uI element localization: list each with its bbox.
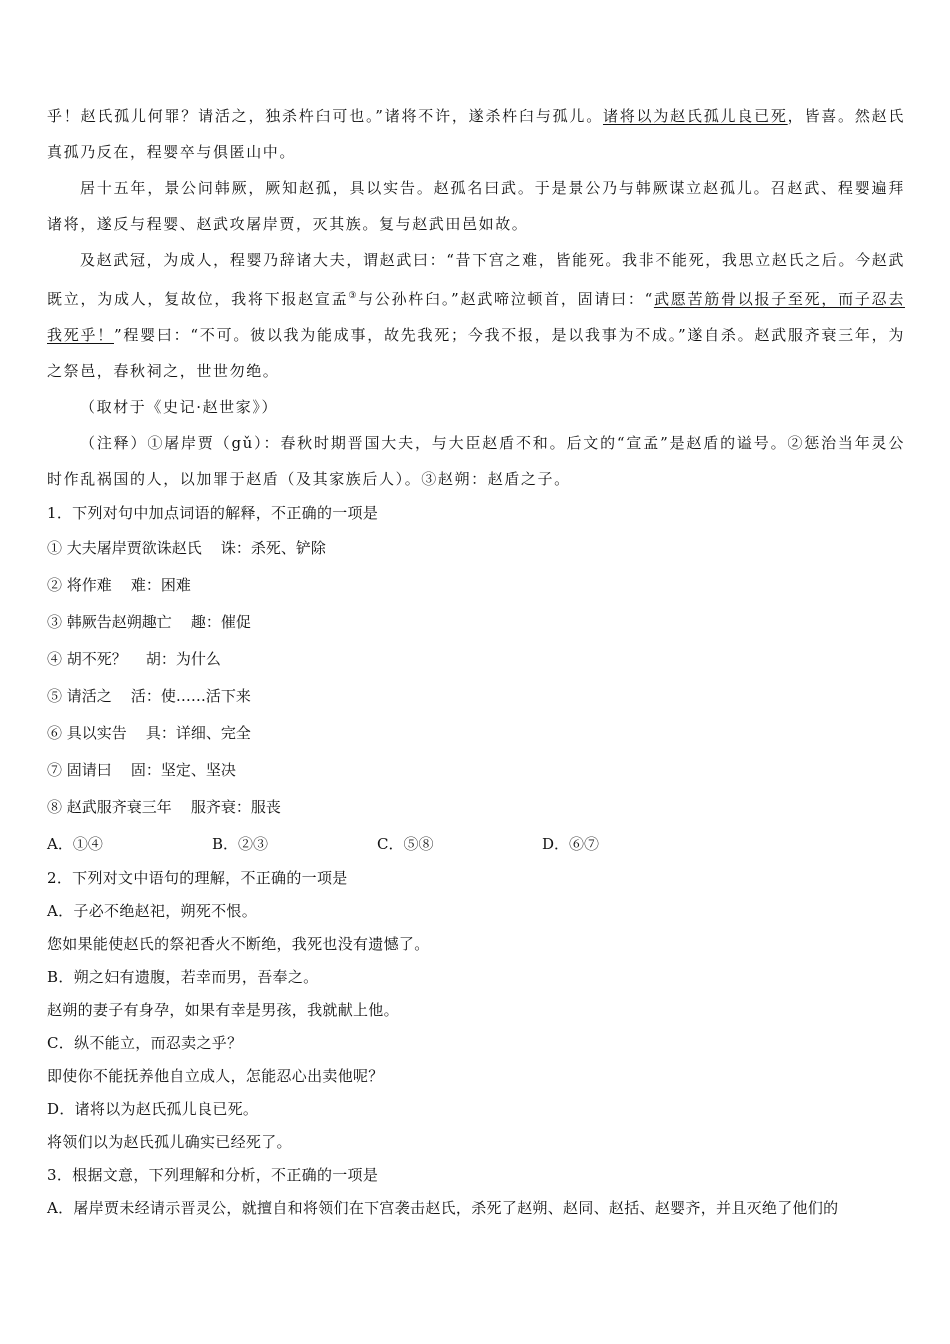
q2-line: D．诸将以为赵氏孤儿良已死。 (47, 1100, 259, 1118)
q1-item: ④ 胡不死？ 胡：为什么 (47, 650, 221, 668)
passage-paragraph-3 (47, 242, 905, 389)
underlined-sentence: 武愿苦筋骨以报子至死，而子忍去我死乎！ (47, 290, 905, 344)
q1-item: ③ 韩厥告赵朔趣亡 趣：催促 (47, 613, 251, 631)
q2-line: 您如果能使赵氏的祭祀香火不断绝，我死也没有遗憾了。 (47, 935, 430, 953)
question-3-stem: 3．根据文意，下列理解和分析，不正确的一项是 (47, 1166, 379, 1184)
q1-option-b: B．②③ (212, 835, 269, 853)
q1-options (47, 826, 905, 862)
document-page (47, 98, 905, 1225)
question-1-stem: 1．下列对句中加点词语的解释，不正确的一项是 (47, 504, 379, 522)
question-2-stem: 2．下列对文中语句的理解，不正确的一项是 (47, 869, 348, 887)
q2-line: B．朔之妇有遗腹，若幸而男，吾奉之。 (47, 968, 319, 986)
q2-line: 赵朔的妻子有身孕，如果有幸是男孩，我就献上他。 (47, 1001, 399, 1019)
q1-option-d: D．⑥⑦ (542, 835, 600, 853)
passage-paragraph-1 (47, 98, 905, 170)
q1-option-a: A．①④ (47, 835, 103, 853)
q2-line: 将领们以为赵氏孤儿确实已经死了。 (47, 1133, 292, 1151)
underlined-sentence: 诸将以为赵氏孤儿良已死 (602, 107, 788, 125)
q1-item: ⑥ 具以实告 具：详细、完全 (47, 724, 251, 742)
passage-paragraph-2: 居十五年，景公问韩厥，厥知赵孤，具以实告。赵孤名曰武。于是景公乃与韩厥谋立赵孤儿。召赵武、程婴遍拜诸将，遂反与程婴、赵武攻屠岸贾，灭其族。复与赵武田邑如故。 (47, 179, 905, 233)
passage-text: ，皆喜。然赵氏真孤乃反在，程婴卒与俱匿山中。 (47, 107, 906, 161)
passage-text: 与公孙杵臼。”赵武啼泣顿首，固请曰：“ (358, 290, 654, 308)
q1-item: ⑤ 请活之 活：使……活下来 (47, 687, 251, 705)
passage-text: 及赵武冠，为成人，程婴乃辞诸大夫，谓赵武曰：“昔下宫之难，皆能死。我非不能死，我思立赵氏之后。今赵武既立，为成人，复故位，我将下报赵宣孟 (47, 251, 905, 308)
footnote-marker: ③ (348, 291, 359, 301)
q2-line: 即使你不能抚养他自立成人，怎能忍心出卖他呢？ (47, 1067, 384, 1085)
q1-item: ① 大夫屠岸贾欲诛赵氏 诛：杀死、铲除 (47, 539, 326, 557)
q1-item: ⑧ 赵武服齐衰三年 服齐衰：服丧 (47, 798, 281, 816)
q2-line: A．子必不绝赵祀，朔死不恨。 (47, 902, 258, 920)
q1-option-c: C．⑤⑧ (377, 835, 434, 853)
q1-item: ⑦ 固请曰 固：坚定、坚决 (47, 761, 236, 779)
source-citation: （取材于《史记·赵世家》） (80, 398, 279, 416)
q2-line: C．纵不能立，而忍卖之乎？ (47, 1034, 243, 1052)
q1-item: ② 将作难 难：困难 (47, 576, 191, 594)
passage-text: 乎！赵氏孤儿何罪？请活之，独杀杵臼可也。”诸将不许，遂杀杵臼与孤儿。 (47, 107, 603, 125)
footnotes: （注释）①屠岸贾（gǔ）：春秋时期晋国大夫，与大臣赵盾不和。后文的“宣孟”是赵盾的谥号。②惩治当年灵公时作乱祸国的人，以加罪于赵盾（及其家族后人）。③赵朔：赵盾之子。 (47, 434, 905, 488)
q3-option-a: A．屠岸贾未经请示晋灵公，就擅自和将领们在下宫袭击赵氏，杀死了赵朔、赵同、赵括、赵婴齐，并且灭绝了他们的 (47, 1199, 839, 1217)
passage-text: ”程婴曰：“不可。彼以我为能成事，故先我死；今我不报，是以我事为不成。”遂自杀。赵武服齐衰三年，为之祭邑，春秋祠之，世世勿绝。 (47, 326, 905, 380)
